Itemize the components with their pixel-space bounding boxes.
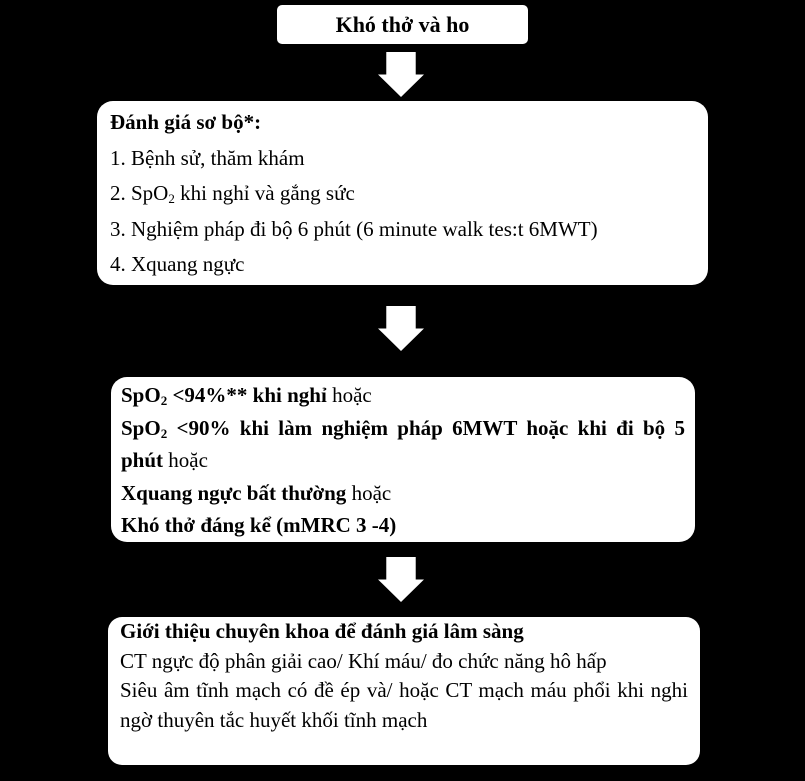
referral-heading: Giới thiệu chuyên khoa để đánh giá lâm sàng bbox=[120, 619, 524, 643]
spo2-subscript: 2 bbox=[160, 425, 168, 441]
assessment-item-3: 3. Nghiệm pháp đi bộ 6 phút (6 minute walk tes:t 6MWT) bbox=[110, 216, 598, 241]
spo2-subscript: 2 bbox=[160, 393, 168, 409]
down-arrow-icon-1 bbox=[378, 52, 424, 97]
criteria-line-3: Xquang ngực bất thường hoặc bbox=[121, 480, 392, 505]
down-arrow-icon-3 bbox=[378, 557, 424, 602]
criteria-line-2: SpO$_2$ <90% khi làm nghiệm pháp 6MWT hoặc khi đi bộ 5 phút hoặc bbox=[121, 415, 685, 472]
referral-para-2: Siêu âm tĩnh mạch có đề ép và/ hoặc CT mạch máu phổi khi nghi ngờ thuyên tắc huyết khối tĩnh mạch bbox=[120, 678, 688, 732]
criteria-line-4: Khó thở đáng kể (mMRC 3 -4) bbox=[121, 513, 397, 537]
assessment-item-1: 1. Bệnh sử, thăm khám bbox=[110, 145, 305, 170]
criteria-box bbox=[111, 377, 695, 542]
assessment-item-2: 2. SpO$_2$ khi nghỉ và gắng sức bbox=[110, 181, 355, 207]
referral-para-1: CT ngực độ phân giải cao/ Khí máu/ đo chức năng hô hấp bbox=[120, 648, 607, 673]
spo2-subscript: 2 bbox=[168, 191, 175, 207]
assessment-item-4: 4. Xquang ngực bbox=[110, 252, 245, 276]
initial-assessment-heading: Đánh giá sơ bộ*: bbox=[110, 110, 262, 134]
initial-assessment-box bbox=[97, 101, 708, 285]
down-arrow-icon-2 bbox=[378, 306, 424, 351]
criteria-line-1: SpO$_2$ <94%** khi nghỉ hoặc bbox=[121, 383, 372, 409]
symptom-box bbox=[277, 5, 528, 44]
referral-box bbox=[108, 617, 700, 765]
symptom-box-title: Khó thở và ho bbox=[335, 11, 470, 37]
